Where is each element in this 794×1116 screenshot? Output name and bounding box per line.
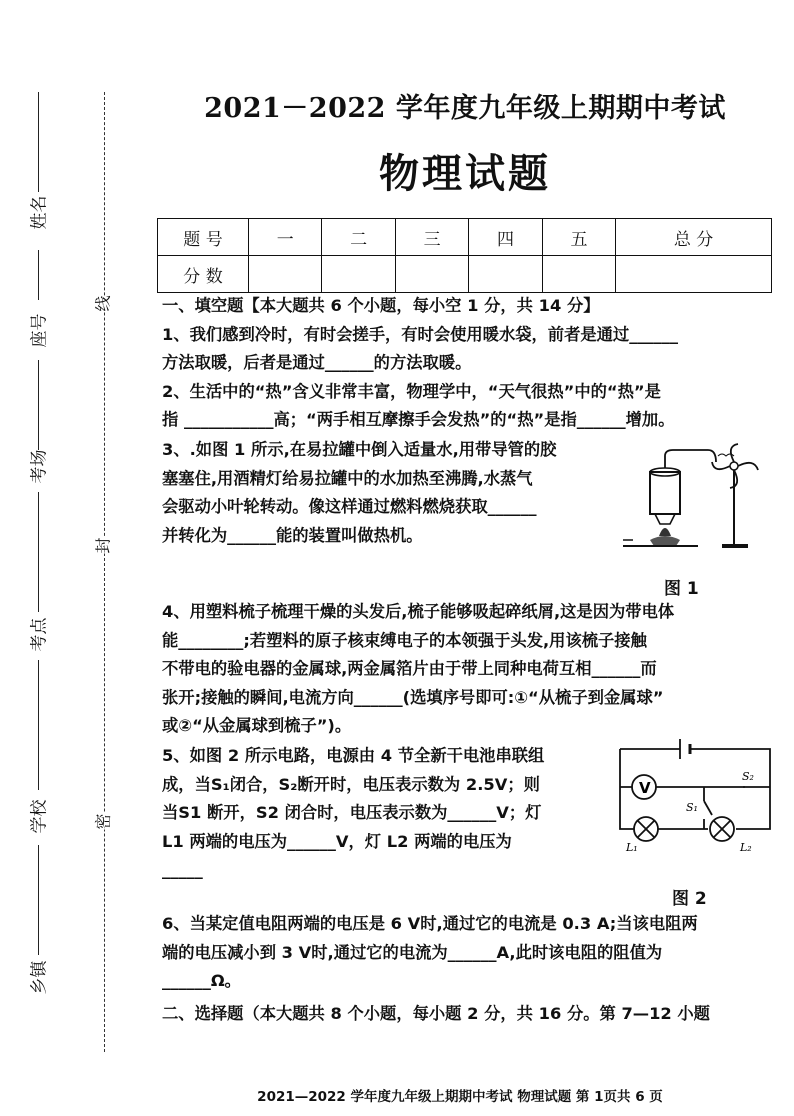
seal-char-mi: 密 — [89, 813, 116, 829]
score-cell-5: 五 — [542, 219, 615, 256]
section2-heading: 二、选择题（本大题共 8 个小题，每小题 2 分，共 16 分。第 7—12 小题 — [162, 1003, 710, 1023]
score-cell-2: 二 — [322, 219, 395, 256]
q6-line1: 6、当某定值电阻两端的电压是 6 V时,通过它的电流是 0.3 A;当该电阻两 — [162, 914, 698, 933]
fig2-label-l2: L₂ — [740, 841, 752, 854]
q4-line3: 不带电的验电器的金属球,两金属箔片由于带上同种电荷互相______而 — [162, 659, 657, 679]
margin-line-6 — [38, 845, 39, 955]
q5-line4: L1 两端的电压为______V，灯 L2 两端的电压为 — [162, 831, 512, 851]
q3-block — [162, 436, 617, 550]
q5-line5: _____ — [162, 860, 203, 880]
q5-block — [162, 742, 617, 885]
score-cell-3: 三 — [395, 219, 468, 256]
figure-1-steam-engine — [618, 440, 778, 560]
q3-line4: 并转化为______能的装置叫做热机。 — [162, 525, 423, 545]
exam-title: 2021－2022 学年度九年级上期期中考试 — [204, 93, 726, 124]
score-row-label: 分 数 — [158, 256, 249, 293]
margin-label-town: 乡镇 — [29, 960, 50, 995]
section1-heading: 一、填空题【本大题共 6 个小题，每小空 1 分，共 14 分】 — [162, 296, 600, 315]
q6-line2: 端的电压减小到 3 V时,通过它的电流为______A,此时该电阻的阻值为 — [162, 942, 663, 962]
score-cell-label: 题 号 — [158, 219, 249, 256]
score-input-1[interactable] — [249, 256, 322, 293]
score-cell-total: 总 分 — [616, 219, 772, 256]
margin-line-1 — [38, 92, 39, 192]
figure-2-circuit — [614, 735, 779, 863]
seal-dashed-line — [104, 92, 105, 1052]
margin-line-4 — [38, 492, 39, 612]
score-table-score-row — [158, 256, 772, 293]
seal-char-feng: 封 — [89, 537, 116, 553]
margin-label-school: 学校 — [29, 799, 50, 834]
fig2-label-s2: S₂ — [742, 770, 754, 783]
q6-line3: ______Ω。 — [162, 971, 241, 991]
margin-label-room: 考场 — [29, 449, 50, 484]
figure-1-caption: 图 1 — [664, 579, 699, 599]
margin-line-5 — [38, 660, 39, 790]
score-input-5[interactable] — [542, 256, 615, 293]
margin-label-site: 考点 — [29, 617, 50, 652]
q3-line3: 会驱动小叶轮转动。像这样通过燃料燃烧获取______ — [162, 497, 537, 517]
q3-line2: 塞塞住,用酒精灯给易拉罐中的水加热至沸腾,水蒸气 — [162, 468, 533, 488]
figure-2-caption: 图 2 — [672, 889, 707, 909]
q4-line4: 张开;接触的瞬间,电流方向______(选填序号即可:①“从梳子到金属球” — [162, 687, 664, 707]
q5-line2: 成，当S₁闭合，S₂断开时，电压表示数为 2.5V；则 — [162, 774, 540, 794]
score-cell-1: 一 — [249, 219, 322, 256]
q1-line2: 方法取暖，后者是通过______的方法取暖。 — [162, 353, 472, 373]
fig2-label-v: V — [639, 779, 651, 797]
q2-line1: 2、生活中的“热”含义非常丰富，物理学中，“天气很热”中的“热”是 — [162, 381, 661, 401]
q4-block — [162, 598, 772, 741]
q5-line3: 当S1 断开，S2 闭合时，电压表示数为______V；灯 — [162, 803, 542, 823]
score-input-total[interactable] — [616, 256, 772, 293]
score-input-4[interactable] — [469, 256, 542, 293]
q5-line1: 5、如图 2 所示电路，电源由 4 节全新干电池串联组 — [162, 746, 545, 765]
score-input-3[interactable] — [395, 256, 468, 293]
fig2-label-s1: S₁ — [686, 801, 698, 814]
margin-line-3 — [38, 360, 39, 450]
score-input-2[interactable] — [322, 256, 395, 293]
seal-char-xian: 线 — [89, 295, 116, 311]
q6-block — [162, 910, 772, 1028]
score-table — [157, 218, 772, 293]
margin-line-2 — [38, 250, 39, 300]
q4-line5: 或②“从金属球到梳子”)。 — [162, 716, 352, 736]
subject-title: 物理试题 — [379, 150, 551, 197]
fig2-label-l1: L₁ — [626, 841, 638, 854]
margin-label-name: 姓名 — [29, 195, 50, 230]
q4-line2: 能________;若塑料的原子核束缚电子的本领强于头发,用该梳子接触 — [162, 630, 647, 650]
score-cell-4: 四 — [469, 219, 542, 256]
q2-line2: 指 ___________高；“两手相互摩擦手会发热”的“热”是指______增加。 — [162, 410, 675, 430]
page-footer: 2021—2022 学年度九年级上期期中考试 物理试题 第 1页共 6 页 — [257, 1089, 663, 1105]
section1-top — [162, 292, 772, 435]
q3-line1: 3、.如图 1 所示,在易拉罐中倒入适量水,用带导管的胶 — [162, 440, 557, 459]
q1-line1: 1、我们感到冷时，有时会搓手，有时会使用暖水袋，前者是通过______ — [162, 324, 679, 344]
q4-line1: 4、用塑料梳子梳理干燥的头发后,梳子能够吸起碎纸屑,这是因为带电体 — [162, 602, 675, 621]
score-table-header-row — [158, 219, 772, 256]
margin-label-seat: 座号 — [29, 313, 50, 348]
